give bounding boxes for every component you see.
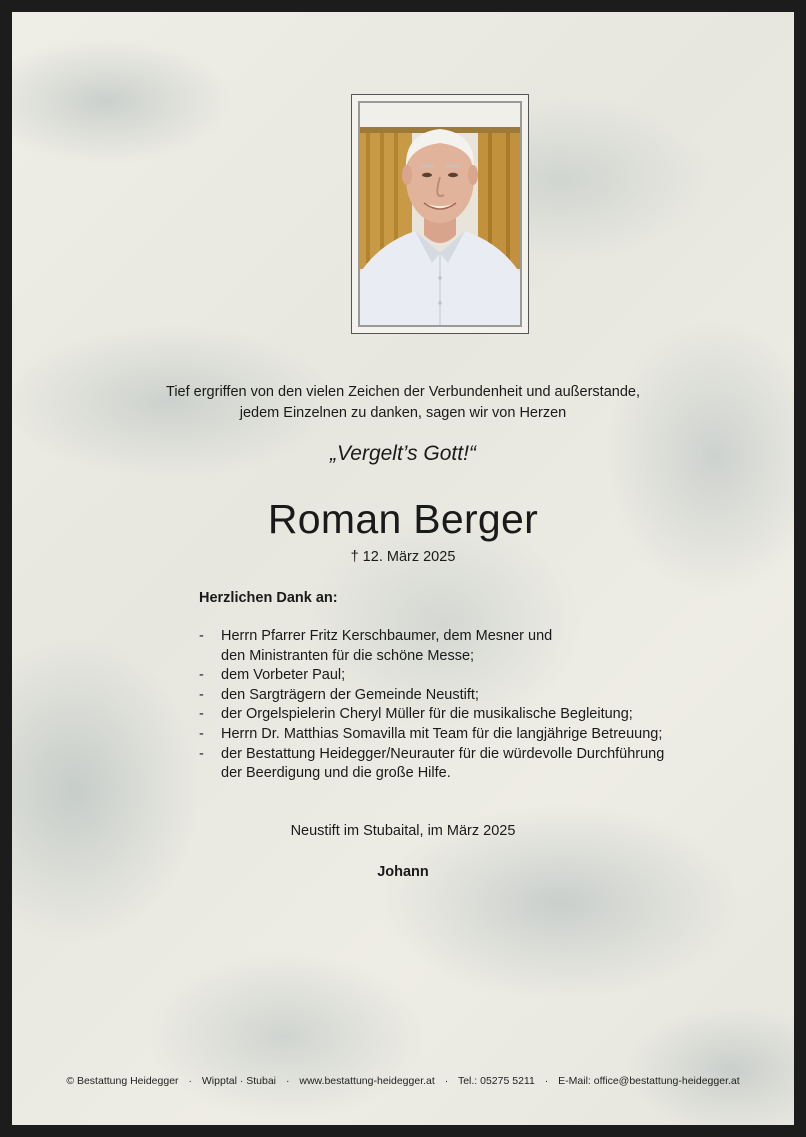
thanks-list — [199, 627, 719, 784]
footer-email-link[interactable]: E-Mail: office@bestattung-heidegger.at — [558, 1075, 740, 1087]
death-date: † 12. März 2025 — [350, 549, 456, 565]
footer-separator: · — [444, 1075, 449, 1087]
list-dash: - — [199, 667, 204, 684]
intro-line-1: Tief ergriffen von den vielen Zeichen der Verbundenheit und außerstande, — [166, 384, 640, 400]
footer-company: © Bestattung Heidegger — [66, 1075, 179, 1087]
thanks-item-line: Herrn Pfarrer Fritz Kerschbaumer, dem Mesner und — [221, 628, 553, 644]
intro-line-2: jedem Einzelnen zu danken, sagen wir von Herzen — [239, 405, 567, 421]
portrait-frame — [351, 94, 529, 334]
thanks-item-line: der Orgelspielerin Cheryl Müller für die musikalische Begleitung; — [221, 706, 633, 723]
footer-phone: Tel.: 05275 5211 — [457, 1075, 535, 1087]
footer-separator: · — [285, 1075, 290, 1087]
thanks-item — [199, 725, 719, 745]
thanks-item-line: den Sargträgern der Gemeinde Neustift; — [221, 686, 479, 703]
intro-text — [12, 382, 794, 424]
signer-name: Johann — [377, 864, 429, 880]
thanks-item — [199, 627, 719, 666]
thanks-item-line: der Beerdigung und die große Hilfe. — [221, 765, 451, 782]
list-dash: - — [199, 706, 204, 723]
list-dash: - — [199, 686, 204, 703]
deceased-name: Roman Berger — [267, 496, 539, 542]
thanks-item-line: Herrn Dr. Matthias Somavilla mit Team für die langjährige Betreuung; — [221, 725, 663, 742]
thanks-item — [199, 705, 719, 725]
gratitude-quote: „Vergelt’s Gott!“ — [330, 442, 476, 465]
footer-separator: · — [544, 1075, 549, 1087]
footer-website-link[interactable]: www.bestattung-heidegger.at — [299, 1075, 435, 1087]
thanks-item-line: den Ministranten für die schöne Messe; — [221, 647, 475, 664]
footer-region: Wipptal · Stubai — [201, 1075, 277, 1087]
thanks-item-line: dem Vorbeter Paul; — [221, 667, 346, 684]
portrait-photo — [358, 101, 522, 327]
thanks-item — [199, 666, 719, 686]
portrait-image — [360, 103, 520, 325]
thanks-item — [199, 745, 719, 784]
thanks-item-line: der Bestattung Heidegger/Neurauter für die würdevolle Durchführung — [221, 745, 665, 762]
place-date: Neustift im Stubaital, im März 2025 — [290, 823, 516, 839]
list-dash: - — [199, 745, 204, 762]
footer-separator: · — [188, 1075, 192, 1087]
parte-card — [12, 12, 794, 1125]
footer — [12, 1075, 794, 1087]
thanks-heading: Herzlichen Dank an: — [199, 590, 338, 606]
list-dash: - — [199, 628, 204, 644]
list-dash: - — [199, 725, 204, 742]
thanks-item — [199, 686, 719, 706]
